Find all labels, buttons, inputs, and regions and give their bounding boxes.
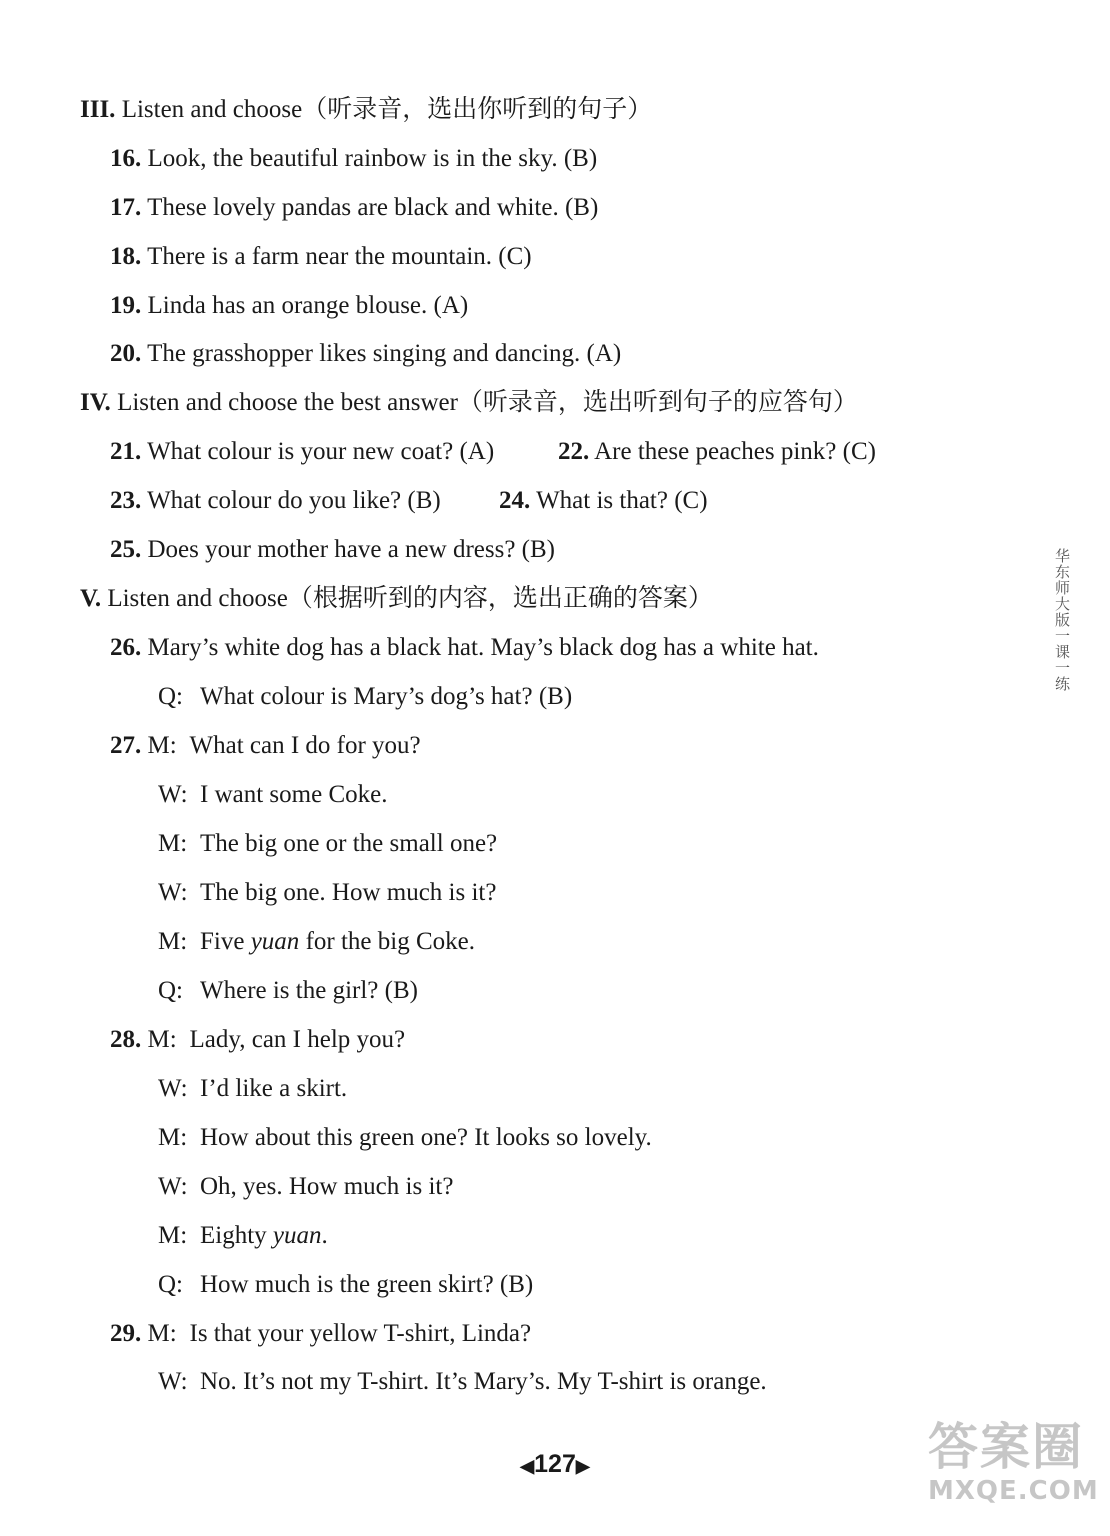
dialogue-line-27-2: W: I want some Coke. <box>158 781 388 808</box>
page-left-arrow-icon: ◀ <box>520 1456 535 1476</box>
answer-item-26: 26. Mary’s white dog has a black hat. May’s black dog has a white hat. <box>110 634 819 661</box>
dialogue-line-29-1: 29. M: Is that your yellow T-shirt, Linda? <box>110 1320 532 1347</box>
watermark-url: MXQE.COM <box>928 1476 1099 1506</box>
watermark <box>928 1418 1103 1533</box>
answer-item-20: 20. The grasshopper likes singing and dancing. (A) <box>110 340 622 367</box>
section-header-iv: IV. Listen and choose the best answer（听录音，选出听到句子的应答句） <box>80 389 858 416</box>
dialogue-line-27-3: M: The big one or the small one? <box>158 830 498 857</box>
dialogue-line-28-3: M: How about this green one? It looks so lovely. <box>158 1124 652 1151</box>
section-header-iii: III. Listen and choose（听录音，选出你听到的句子） <box>80 96 653 123</box>
answer-item-25: 25. Does your mother have a new dress? (B) <box>110 536 556 563</box>
dialogue-line-28-1: 28. M: Lady, can I help you? <box>110 1026 406 1053</box>
answer-item-16: 16. Look, the beautiful rainbow is in the sky. (B) <box>110 145 598 172</box>
dialogue-line-29-2: W: No. It’s not my T-shirt. It’s Mary’s. My T-shirt is orange. <box>158 1368 767 1395</box>
dialogue-line-28-5: M: Eighty yuan. <box>158 1222 328 1249</box>
dialogue-line-27-1: 27. M: What can I do for you? <box>110 732 421 759</box>
answer-item-22: 22. Are these peaches pink? (C) <box>558 438 876 465</box>
answer-item-18: 18. There is a farm near the mountain. (C) <box>110 243 532 270</box>
question-line-26: Q: What colour is Mary’s dog’s hat? (B) <box>158 683 573 710</box>
page-number: ◀127▶ <box>520 1450 590 1478</box>
side-book-title: 华东师大版一课一练 <box>1053 548 1071 692</box>
dialogue-line-28-2: W: I’d like a skirt. <box>158 1075 348 1102</box>
answer-item-24: 24. What is that? (C) <box>499 487 708 514</box>
page-right-arrow-icon: ▶ <box>575 1456 590 1476</box>
dialogue-line-28-4: W: Oh, yes. How much is it? <box>158 1173 454 1200</box>
answer-item-19: 19. Linda has an orange blouse. (A) <box>110 292 469 319</box>
watermark-logo-text: 答案圈 <box>928 1418 1084 1476</box>
dialogue-line-28-6: Q: How much is the green skirt? (B) <box>158 1271 534 1298</box>
answer-item-17: 17. These lovely pandas are black and white. (B) <box>110 194 599 221</box>
answer-item-23: 23. What colour do you like? (B) <box>110 487 441 514</box>
dialogue-line-27-5: M: Five yuan for the big Coke. <box>158 928 475 955</box>
dialogue-line-27-6: Q: Where is the girl? (B) <box>158 977 418 1004</box>
dialogue-line-27-4: W: The big one. How much is it? <box>158 879 497 906</box>
answer-item-21: 21. What colour is your new coat? (A) <box>110 438 495 465</box>
section-header-v: V. Listen and choose（根据听到的内容，选出正确的答案） <box>80 585 713 612</box>
